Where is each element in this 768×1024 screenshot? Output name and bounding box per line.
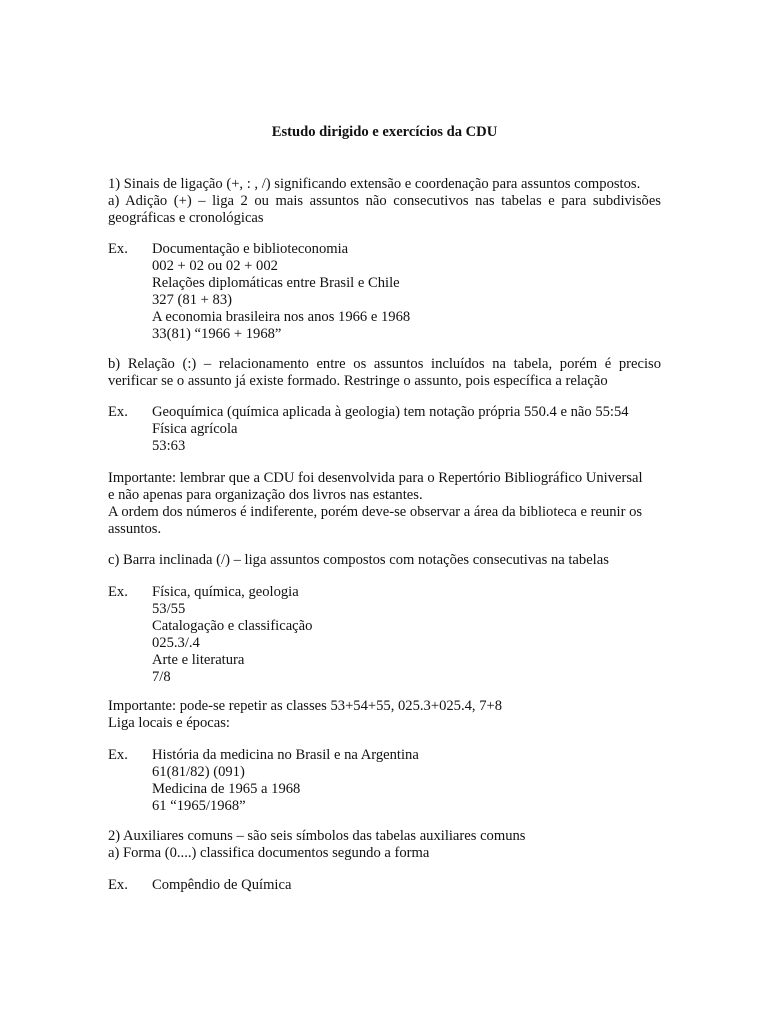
example-item: 327 (81 + 83) <box>152 292 232 308</box>
example-item: 002 + 02 ou 02 + 002 <box>152 258 278 274</box>
example-items <box>152 877 291 894</box>
example-item: A economia brasileira nos anos 1966 e 1968 <box>152 309 411 325</box>
example-items <box>152 404 629 455</box>
note-line: A ordem dos números é indiferente, porém deve-se observar a área da biblioteca e reunir os <box>108 504 643 520</box>
example-item: Física agrícola <box>152 421 238 437</box>
document-title: Estudo dirigido e exercícios da CDU <box>271 124 498 140</box>
example-items <box>152 747 419 815</box>
example-item: 53:63 <box>152 438 186 454</box>
note-line: Importante: pode-se repetir as classes 53+54+55, 025.3+025.4, 7+8 <box>108 698 503 714</box>
example-item: 61 “1965/1968” <box>152 798 246 814</box>
note-line: Liga locais e épocas: <box>108 715 230 731</box>
example-item: Geoquímica (química aplicada à geologia) tem notação própria 550.4 e não 55:54 <box>152 404 629 420</box>
example-item: 025.3/.4 <box>152 635 200 651</box>
example-item: 33(81) “1966 + 1968” <box>152 326 282 342</box>
example-item: Física, química, geologia <box>152 584 299 600</box>
example-item: Compêndio de Química <box>152 877 292 893</box>
example-label: Ex. <box>108 404 128 420</box>
note-line: Importante: lembrar que a CDU foi desenvolvida para o Repertório Bibliográfico Universal <box>108 470 643 486</box>
example-label: Ex. <box>108 877 128 893</box>
example-item: 53/55 <box>152 601 186 617</box>
important-note-1 <box>108 470 661 538</box>
section2-a-paragraph: a) Forma (0....) classifica documentos segundo a forma <box>108 845 430 861</box>
example-item: Documentação e biblioteconomia <box>152 241 349 257</box>
example-item: Medicina de 1965 a 1968 <box>152 781 301 797</box>
example-label: Ex. <box>108 584 128 600</box>
section2-heading: 2) Auxiliares comuns – são seis símbolos das tabelas auxiliares comuns <box>108 828 526 844</box>
example-item: Relações diplomáticas entre Brasil e Chile <box>152 275 400 291</box>
section1-a-paragraph: a) Adição (+) – liga 2 ou mais assuntos não consecutivos nas tabelas e para subdivisões geográficas e cronológicas <box>108 193 661 226</box>
example-items <box>152 584 312 686</box>
example-item: 7/8 <box>152 669 171 685</box>
example-item: História da medicina no Brasil e na Argentina <box>152 747 419 763</box>
example-item: 61(81/82) (091) <box>152 764 245 780</box>
section1-heading: 1) Sinais de ligação (+, : , /) significando extensão e coordenação para assuntos compostos. <box>108 176 641 192</box>
example-label: Ex. <box>108 241 128 257</box>
section1-c-paragraph: c) Barra inclinada (/) – liga assuntos compostos com notações consecutivas na tabelas <box>108 552 609 568</box>
example-item: Catalogação e classificação <box>152 618 313 634</box>
example-label: Ex. <box>108 747 128 763</box>
note-line: assuntos. <box>108 521 162 537</box>
note-line: e não apenas para organização dos livros nas estantes. <box>108 487 423 503</box>
example-items <box>152 241 410 343</box>
important-note-2 <box>108 698 661 732</box>
example-item: Arte e literatura <box>152 652 245 668</box>
section1-b-paragraph: b) Relação (:) – relacionamento entre os assuntos incluídos na tabela, porém é preciso verificar se o assunto já existe formado. Restringe o assunto, pois específica a relação <box>108 356 661 389</box>
